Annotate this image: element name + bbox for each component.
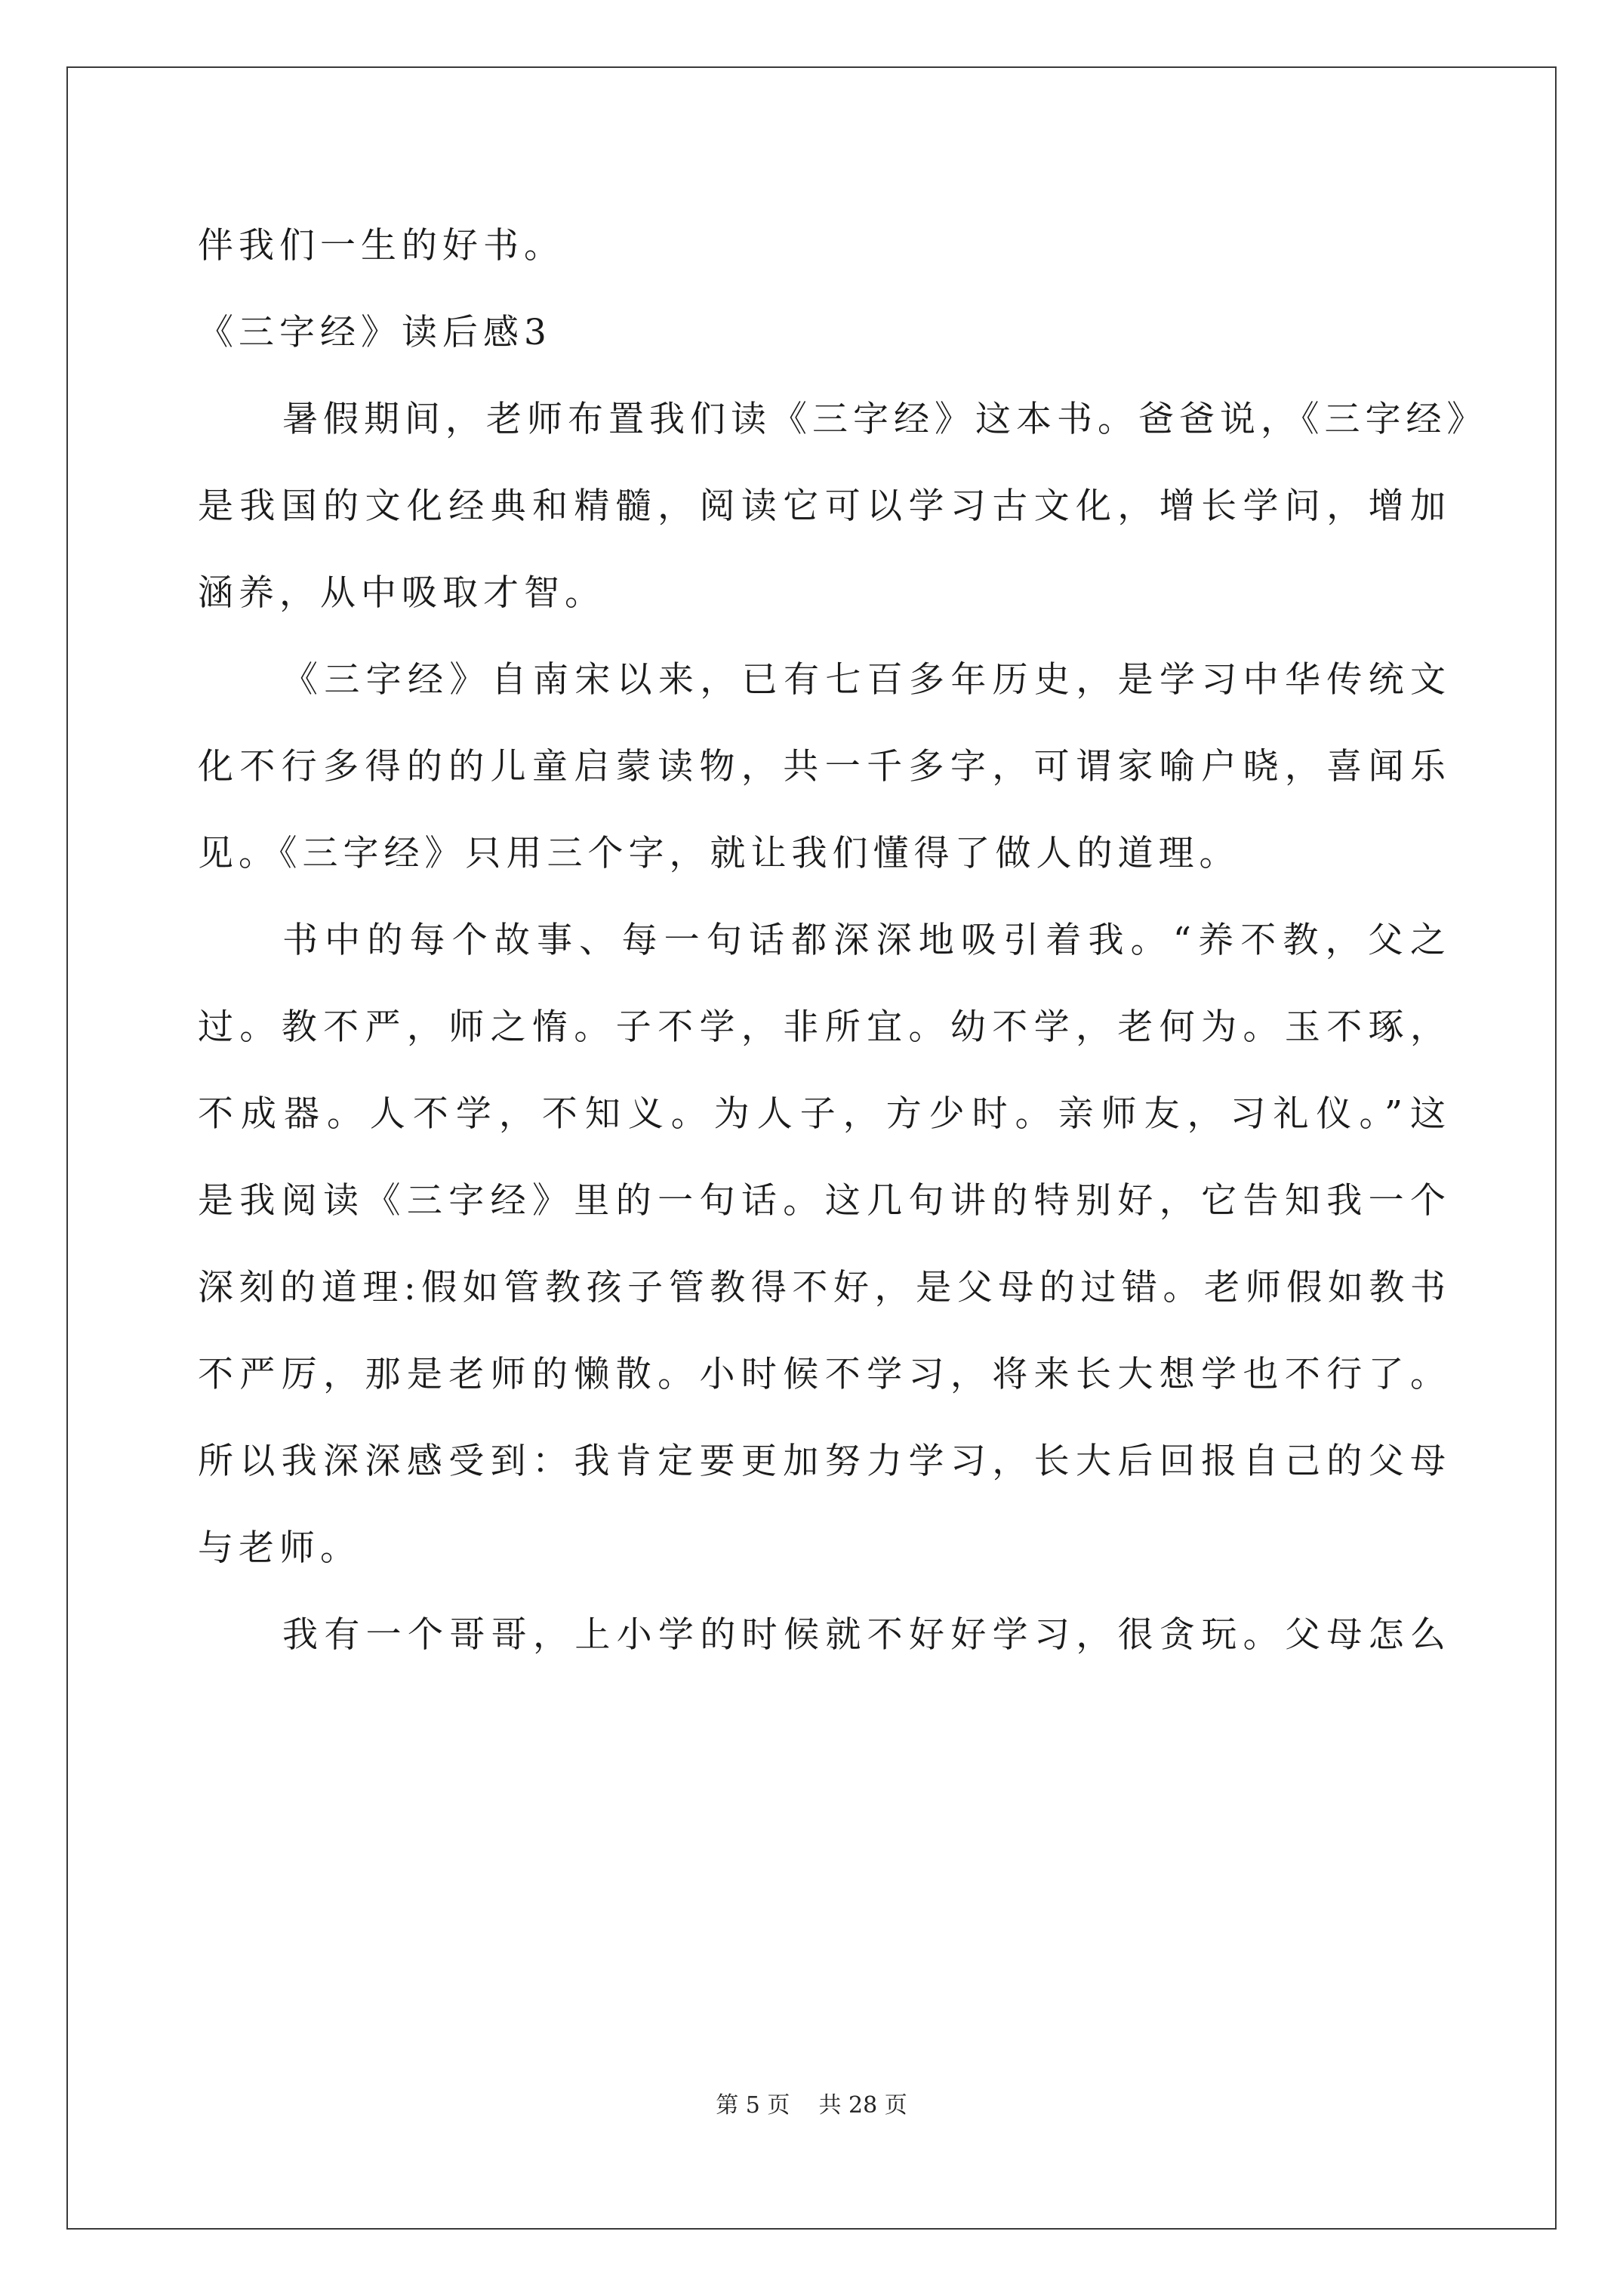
text-line: 与老师。	[198, 1527, 361, 1569]
text-line: 见。《三字经》只用三个字，就让我们懂得了做人的道理。	[198, 833, 1240, 874]
text-line: 我有一个哥哥，上小学的时候就不好好学习，很贪玩。父母怎么	[282, 1614, 1451, 1656]
text-line: 深刻的道理:假如管教孩子管教得不好，是父母的过错。老师假如教书	[198, 1267, 1451, 1308]
page-number-footer: 第 5 页 共 28 页	[716, 2092, 907, 2119]
text-line: 《三字经》读后感3	[198, 312, 552, 353]
text-line: 过。教不严，师之惰。子不学，非所宜。幼不学，老何为。玉不琢，	[198, 1006, 1451, 1048]
text-line: 书中的每个故事、每一句话都深深地吸引着我。“养不教，父之	[282, 920, 1451, 961]
text-line: 不严厉，那是老师的懒散。小时候不学习，将来长大想学也不行了。	[198, 1354, 1451, 1395]
text-line: 暑假期间，老师布置我们读《三字经》这本书。爸爸说，《三字经》	[282, 399, 1488, 440]
text-line: 不成器。人不学，不知义。为人子，方少时。亲师友，习礼仪。”这	[198, 1093, 1451, 1135]
text-line: 《三字经》自南宋以来，已有七百多年历史，是学习中华传统文	[282, 659, 1451, 701]
text-line: 伴我们一生的好书。	[198, 225, 565, 267]
text-line: 所以我深深感受到：我肯定要更加努力学习，长大后回报自己的父母	[198, 1441, 1451, 1482]
text-line: 涵养，从中吸取才智。	[198, 572, 605, 614]
text-line: 是我国的文化经典和精髓，阅读它可以学习古文化，增长学问，增加	[198, 485, 1451, 527]
text-line: 是我阅读《三字经》里的一句话。这几句讲的特别好，它告知我一个	[198, 1180, 1451, 1222]
text-line: 化不行多得的的儿童启蒙读物，共一千多字，可谓家喻户晓，喜闻乐	[198, 746, 1451, 787]
document-body	[198, 219, 1488, 1695]
